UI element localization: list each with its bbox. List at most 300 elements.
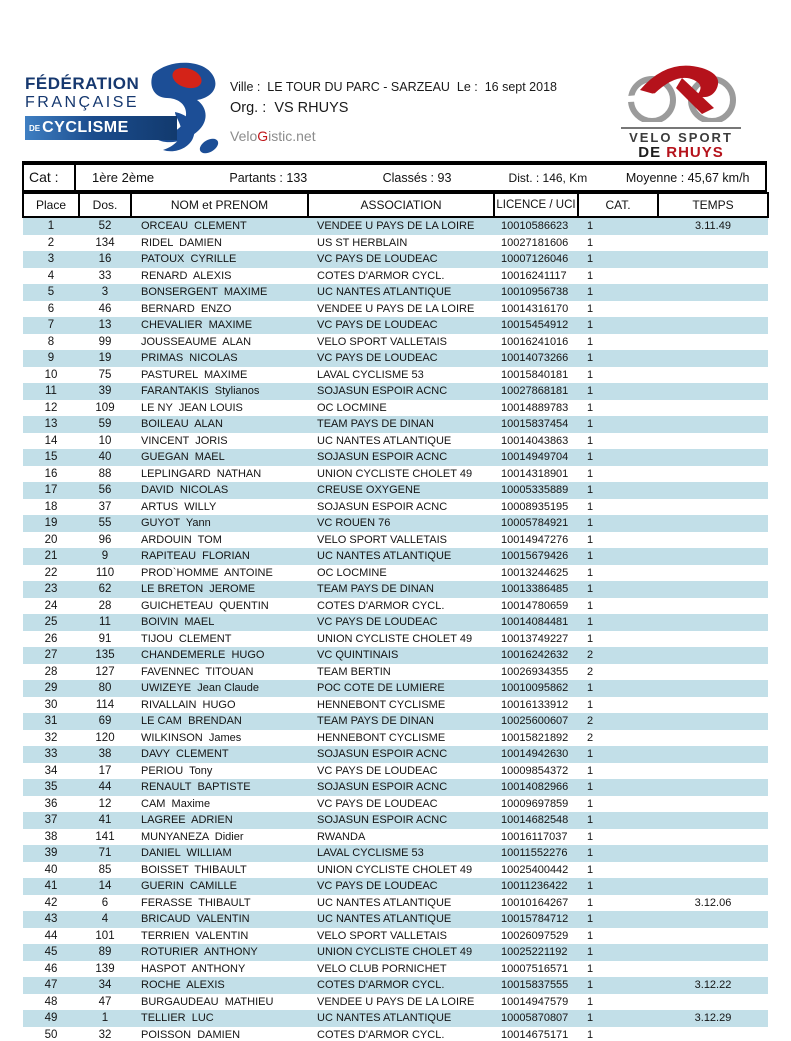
cell-temps [658, 631, 768, 648]
cell-nom: GUERIN CAMILLE [141, 880, 237, 892]
cell-cat: 2 [587, 649, 594, 661]
cell-place: 7 [47, 319, 55, 331]
table-row [23, 1027, 768, 1041]
cell-cat: 1 [587, 286, 594, 298]
cell-association: UNION CYCLISTE CHOLET 49 [317, 863, 473, 876]
cell-dos: 4 [101, 913, 109, 925]
cell-dos: 9 [101, 550, 109, 562]
ffc-logo [25, 60, 225, 158]
col-header-temps: TEMPS [658, 193, 768, 217]
cell-cat: 1 [587, 781, 594, 793]
cell-dos: 85 [98, 863, 112, 876]
cell-nom: UWIZEYE Jean Claude [141, 682, 259, 694]
cell-dos: 91 [98, 632, 112, 645]
table-row [23, 466, 768, 483]
table-row [23, 730, 768, 747]
cell-place: 41 [44, 880, 58, 892]
vsr-club-logo [612, 56, 750, 161]
cell-dos: 120 [95, 731, 115, 744]
cell-dos: 44 [98, 781, 112, 793]
table-row [23, 895, 768, 912]
cell-nom: RENAULT BAPTISTE [141, 781, 251, 793]
table-row [23, 400, 768, 417]
cell-temps [658, 911, 768, 928]
cell-dos: 19 [98, 352, 112, 364]
cell-nom: FARANTAKIS Stylianos [141, 385, 260, 397]
cell-licence: 10010164267 [501, 896, 569, 909]
cell-temps [658, 730, 768, 747]
cell-temps [658, 614, 768, 631]
cell-association: UC NANTES ATLANTIQUE [317, 913, 452, 925]
cell-association: SOJASUN ESPOIR ACNC [317, 451, 448, 463]
cell-nom: CHEVALIER MAXIME [141, 319, 253, 331]
cell-nom: MUNYANEZA Didier [141, 830, 244, 843]
cell-place: 34 [44, 764, 58, 777]
cell-dos: 47 [98, 995, 112, 1008]
cell-association: LAVAL CYCLISME 53 [317, 368, 424, 381]
cell-nom: ARDOUIN TOM [141, 533, 222, 546]
cell-place: 32 [44, 731, 58, 744]
cell-place: 10 [44, 368, 58, 381]
cell-association: VC PAYS DE LOUDEAC [317, 319, 438, 331]
cell-licence: 10014675171 [501, 1028, 569, 1041]
cell-cat: 1 [587, 220, 594, 232]
cell-place: 48 [44, 995, 58, 1008]
cell-temps [658, 598, 768, 615]
cell-nom: ROCHE ALEXIS [141, 979, 225, 991]
table-row [23, 565, 768, 582]
cell-nom: PROD`HOMME ANTOINE [141, 566, 273, 579]
cell-licence: 10015821892 [501, 731, 569, 744]
cell-cat: 1 [587, 863, 594, 876]
table-row [23, 350, 768, 367]
cell-cat: 1 [587, 1012, 594, 1024]
cell-licence: 10015679426 [501, 550, 569, 562]
cell-temps [658, 713, 768, 730]
cell-licence: 10025400442 [501, 863, 569, 876]
cell-association: TEAM BERTIN [317, 665, 391, 678]
cell-place: 20 [44, 533, 58, 546]
cell-dos: 10 [98, 434, 112, 447]
cell-place: 1 [47, 220, 55, 232]
cell-dos: 33 [98, 269, 112, 282]
table-row [23, 862, 768, 879]
cell-cat: 1 [587, 269, 594, 282]
cell-cat: 1 [587, 995, 594, 1008]
cell-place: 22 [44, 566, 58, 579]
cell-dos: 3 [101, 286, 109, 298]
cell-licence: 10027868181 [501, 385, 569, 397]
cell-nom: LE CAM BRENDAN [141, 715, 242, 727]
cell-licence: 10008935195 [501, 500, 569, 513]
table-row [23, 598, 768, 615]
cell-dos: 16 [98, 253, 112, 265]
event-org-line: Org. : VS RHUYS [230, 100, 349, 116]
cell-place: 17 [44, 484, 58, 496]
table-row [23, 499, 768, 516]
table-row [23, 301, 768, 318]
cell-association: UC NANTES ATLANTIQUE [317, 550, 452, 562]
cell-association: VENDEE U PAYS DE LA LOIRE [317, 220, 475, 232]
cell-nom: GUICHETEAU QUENTIN [141, 599, 269, 612]
cell-licence: 10014043863 [501, 434, 569, 447]
cell-place: 5 [47, 286, 55, 298]
cell-dos: 99 [98, 335, 112, 348]
results-table-header [23, 193, 768, 217]
cell-dos: 1 [101, 1012, 109, 1024]
cell-nom: RENARD ALEXIS [141, 269, 232, 282]
cell-place: 21 [44, 550, 58, 562]
cell-dos: 141 [95, 830, 115, 843]
cell-licence: 10005784921 [501, 517, 569, 529]
event-info [230, 80, 590, 144]
cell-place: 16 [44, 467, 58, 480]
cell-cat: 1 [587, 368, 594, 381]
cell-place: 43 [44, 913, 58, 925]
cell-cat: 1 [587, 385, 594, 397]
cell-dos: 13 [98, 319, 112, 331]
table-row [23, 878, 768, 895]
table-row [23, 548, 768, 565]
cell-nom: PERIOU Tony [141, 764, 213, 777]
vsr-logo-line1: VELO SPORT [629, 130, 733, 145]
table-row [23, 532, 768, 549]
cell-licence: 10009697859 [501, 797, 569, 810]
cell-place: 28 [44, 665, 58, 678]
cell-temps [658, 400, 768, 417]
results-tbody [23, 217, 768, 1041]
table-row [23, 746, 768, 763]
table-row [23, 779, 768, 796]
cell-cat: 1 [587, 979, 594, 991]
cell-dos: 46 [98, 302, 112, 315]
cell-cat: 1 [587, 533, 594, 546]
cell-cat: 1 [587, 632, 594, 645]
cell-licence: 10010586623 [501, 220, 569, 232]
cell-licence: 10026934355 [501, 665, 569, 678]
cell-dos: 52 [98, 220, 112, 232]
cell-association: LAVAL CYCLISME 53 [317, 847, 424, 859]
cell-temps [658, 565, 768, 582]
cell-temps [658, 334, 768, 351]
cell-nom: BRICAUD VALENTIN [141, 913, 250, 925]
cell-association: UC NANTES ATLANTIQUE [317, 434, 452, 447]
cell-nom: RIDEL DAMIEN [141, 236, 222, 249]
cell-temps [658, 515, 768, 532]
cell-nom: CAM Maxime [141, 797, 211, 810]
cell-dos: 55 [98, 517, 112, 529]
cell-licence: 10007516571 [501, 962, 569, 975]
cell-licence: 10014084481 [501, 616, 569, 628]
col-header-licence: LICENCE / UCI [494, 193, 578, 217]
cell-licence: 10007126046 [501, 253, 569, 265]
cell-licence: 10014780659 [501, 599, 569, 612]
cell-place: 40 [44, 863, 58, 876]
cell-cat: 1 [587, 896, 594, 909]
cell-nom: BOILEAU ALAN [141, 418, 223, 430]
race-info-bar [22, 161, 767, 192]
cell-place: 15 [44, 451, 58, 463]
cell-association: UNION CYCLISTE CHOLET 49 [317, 632, 473, 645]
cell-cat: 1 [587, 352, 594, 364]
cell-cat: 2 [587, 715, 594, 727]
cell-cat: 1 [587, 913, 594, 925]
cell-temps [658, 862, 768, 879]
cell-licence: 10015454912 [501, 319, 569, 331]
col-header-place: Place [23, 193, 79, 217]
cell-temps [658, 284, 768, 301]
cell-association: HENNEBONT CYCLISME [317, 731, 446, 744]
cell-association: VENDEE U PAYS DE LA LOIRE [317, 302, 475, 315]
table-row [23, 614, 768, 631]
cell-licence: 10025221192 [501, 946, 568, 958]
cell-licence: 10014316170 [501, 302, 569, 315]
cell-place: 9 [47, 352, 55, 364]
cell-licence: 10014947579 [501, 995, 569, 1008]
cell-place: 50 [44, 1028, 58, 1041]
table-row [23, 796, 768, 813]
cell-association: VC QUINTINAIS [317, 649, 399, 661]
cell-temps [658, 548, 768, 565]
cell-place: 4 [47, 269, 55, 282]
table-row [23, 664, 768, 681]
table-row [23, 416, 768, 433]
cell-association: UC NANTES ATLANTIQUE [317, 1012, 452, 1024]
cell-temps [658, 878, 768, 895]
table-row [23, 697, 768, 714]
cell-cat: 1 [587, 566, 594, 579]
cell-temps [658, 301, 768, 318]
cell-temps [658, 796, 768, 813]
event-ville-line: Ville : LE TOUR DU PARC - SARZEAU Le : 16 sept 2018 [230, 80, 557, 94]
cell-licence: 10016117037 [501, 830, 568, 843]
cell-licence: 10011552276 [501, 847, 568, 859]
cell-nom: DAVID NICOLAS [141, 484, 229, 496]
cell-cat: 1 [587, 929, 594, 942]
cell-nom: TELLIER LUC [141, 1012, 214, 1024]
cell-nom: CHANDEMERLE HUGO [141, 649, 265, 661]
table-row [23, 680, 768, 697]
cell-association: TEAM PAYS DE DINAN [317, 418, 434, 430]
cell-dos: 32 [98, 1028, 112, 1041]
cell-cat: 1 [587, 1028, 594, 1041]
cell-licence: 10014942630 [501, 748, 569, 760]
cell-licence: 10015784712 [501, 913, 569, 925]
cell-cat: 1 [587, 500, 594, 513]
cell-temps [658, 763, 768, 780]
cell-place: 49 [44, 1012, 58, 1024]
cell-temps: 3.12.29 [694, 1012, 732, 1024]
results-frame [22, 161, 767, 1041]
cell-cat: 1 [587, 517, 594, 529]
cell-temps [658, 466, 768, 483]
cell-place: 45 [44, 946, 58, 958]
cell-place: 30 [44, 698, 58, 711]
table-row [23, 961, 768, 978]
cell-nom: BURGAUDEAU MATHIEU [141, 995, 274, 1008]
ffc-logo-line1: FÉDÉRATION [25, 74, 140, 93]
table-row [23, 1010, 768, 1027]
cell-licence: 10015837454 [501, 418, 569, 430]
cell-place: 33 [44, 748, 58, 760]
distance-stat: Dist. : 146, Km [508, 170, 588, 185]
cell-dos: 41 [98, 814, 112, 826]
cell-temps [658, 1027, 768, 1041]
cell-temps [658, 697, 768, 714]
cell-association: SOJASUN ESPOIR ACNC [317, 385, 448, 397]
cell-dos: 28 [98, 599, 112, 612]
cell-dos: 62 [98, 583, 112, 595]
cell-place: 35 [44, 781, 58, 793]
cell-place: 39 [44, 847, 58, 859]
table-row [23, 845, 768, 862]
cell-licence: 10025600607 [501, 715, 569, 727]
cell-licence: 10009854372 [501, 764, 569, 777]
cell-temps [658, 664, 768, 681]
cell-nom: LE BRETON JEROME [141, 583, 256, 595]
table-row [23, 944, 768, 961]
cell-temps [658, 416, 768, 433]
cell-place: 24 [44, 599, 58, 612]
col-header-association: ASSOCIATION [308, 193, 494, 217]
cell-place: 2 [47, 236, 55, 249]
cell-dos: 69 [98, 715, 112, 727]
cell-cat: 2 [587, 665, 594, 678]
cell-association: VC PAYS DE LOUDEAC [317, 880, 438, 892]
cell-cat: 1 [587, 830, 594, 843]
website-prefix: Velo [230, 128, 258, 144]
cell-licence: 10027181606 [501, 236, 569, 249]
cell-association: SOJASUN ESPOIR ACNC [317, 500, 448, 513]
cell-association: UC NANTES ATLANTIQUE [317, 896, 452, 909]
cell-place: 44 [44, 929, 58, 942]
cell-licence: 10016242632 [501, 649, 569, 661]
cell-cat: 1 [587, 847, 594, 859]
website-g: G [257, 128, 269, 144]
cell-nom: BOIVIN MAEL [141, 616, 215, 628]
cell-licence: 10014949704 [501, 451, 569, 463]
cell-temps [658, 268, 768, 285]
cell-licence: 10010956738 [501, 286, 569, 298]
table-row [23, 631, 768, 648]
vsr-logo-line2 [612, 144, 750, 161]
cell-association: VC PAYS DE LOUDEAC [317, 797, 438, 810]
cell-dos: 101 [95, 929, 115, 942]
cell-temps [658, 499, 768, 516]
cell-temps: 3.12.22 [694, 979, 732, 991]
cell-temps [658, 449, 768, 466]
vsr-logo-rule [621, 127, 741, 129]
cell-association: VC PAYS DE LOUDEAC [317, 616, 438, 628]
cell-association: COTES D'ARMOR CYCL. [317, 269, 445, 282]
cell-cat: 1 [587, 748, 594, 760]
table-row [23, 449, 768, 466]
cell-association: RWANDA [317, 830, 366, 843]
cell-temps [658, 680, 768, 697]
cell-nom: JOUSSEAUME ALAN [141, 335, 252, 348]
partants-stat: Partants : 133 [229, 170, 308, 185]
cell-association: VELO CLUB PORNICHET [317, 962, 447, 975]
cell-dos: 38 [98, 748, 112, 760]
cell-licence: 10005870807 [501, 1012, 569, 1024]
cell-dos: 37 [98, 500, 112, 513]
cell-dos: 34 [98, 979, 112, 991]
results-table [22, 192, 769, 1041]
cell-temps [658, 350, 768, 367]
cell-place: 46 [44, 962, 58, 975]
cell-association: UC NANTES ATLANTIQUE [317, 286, 452, 298]
cell-place: 11 [45, 385, 57, 397]
cell-dos: 127 [95, 665, 115, 678]
cell-temps [658, 581, 768, 598]
cell-cat: 1 [587, 236, 594, 249]
cell-licence: 10014082966 [501, 781, 569, 793]
cell-association: UNION CYCLISTE CHOLET 49 [317, 467, 473, 480]
cell-nom: HASPOT ANTHONY [141, 962, 246, 975]
cell-association: VC PAYS DE LOUDEAC [317, 253, 438, 265]
cell-dos: 40 [98, 451, 112, 463]
table-row [23, 334, 768, 351]
cell-association: TEAM PAYS DE DINAN [317, 583, 434, 595]
cell-dos: 12 [98, 797, 112, 810]
cell-cat: 1 [587, 418, 594, 430]
table-row [23, 383, 768, 400]
table-row [23, 647, 768, 664]
cell-cat: 1 [587, 682, 594, 694]
table-row [23, 581, 768, 598]
website-link[interactable] [230, 128, 590, 144]
table-row [23, 268, 768, 285]
cell-temps [658, 746, 768, 763]
col-header-cat: CAT. [578, 193, 658, 217]
cell-nom: ORCEAU CLEMENT [141, 220, 247, 232]
cell-temps [658, 251, 768, 268]
cell-association: VC ROUEN 76 [317, 517, 391, 529]
classes-stat: Classés : 93 [382, 170, 452, 185]
cell-cat: 1 [587, 467, 594, 480]
cell-association: VENDEE U PAYS DE LA LOIRE [317, 995, 475, 1008]
cell-dos: 59 [98, 418, 112, 430]
cell-temps [658, 829, 768, 846]
cell-dos: 109 [95, 401, 115, 414]
table-row [23, 317, 768, 334]
cell-dos: 11 [99, 616, 111, 628]
cell-nom: DAVY CLEMENT [141, 748, 229, 760]
cell-licence: 10015840181 [501, 368, 569, 381]
cell-temps [658, 961, 768, 978]
cell-dos: 14 [98, 880, 112, 892]
cell-licence: 10014318901 [501, 467, 569, 480]
table-row [23, 911, 768, 928]
cell-association: VELO SPORT VALLETAIS [317, 533, 448, 546]
cell-nom: DANIEL WILLIAM [141, 847, 232, 859]
ffc-banner-cyclisme: CYCLISME [42, 119, 129, 136]
cell-licence: 10013386485 [501, 583, 569, 595]
cell-association: OC LOCMINE [317, 566, 387, 579]
cell-dos: 135 [95, 649, 115, 661]
cell-association: COTES D'ARMOR CYCL. [317, 599, 445, 612]
cell-association: SOJASUN ESPOIR ACNC [317, 814, 448, 826]
cell-place: 14 [44, 434, 58, 447]
cell-cat: 1 [587, 319, 594, 331]
table-row [23, 284, 768, 301]
cell-nom: PATOUX CYRILLE [141, 253, 237, 265]
cell-nom: POISSON DAMIEN [141, 1028, 241, 1041]
cell-cat: 1 [587, 302, 594, 315]
cell-nom: FERASSE THIBAULT [141, 896, 251, 909]
cell-association: OC LOCMINE [317, 401, 387, 414]
cell-temps [658, 383, 768, 400]
